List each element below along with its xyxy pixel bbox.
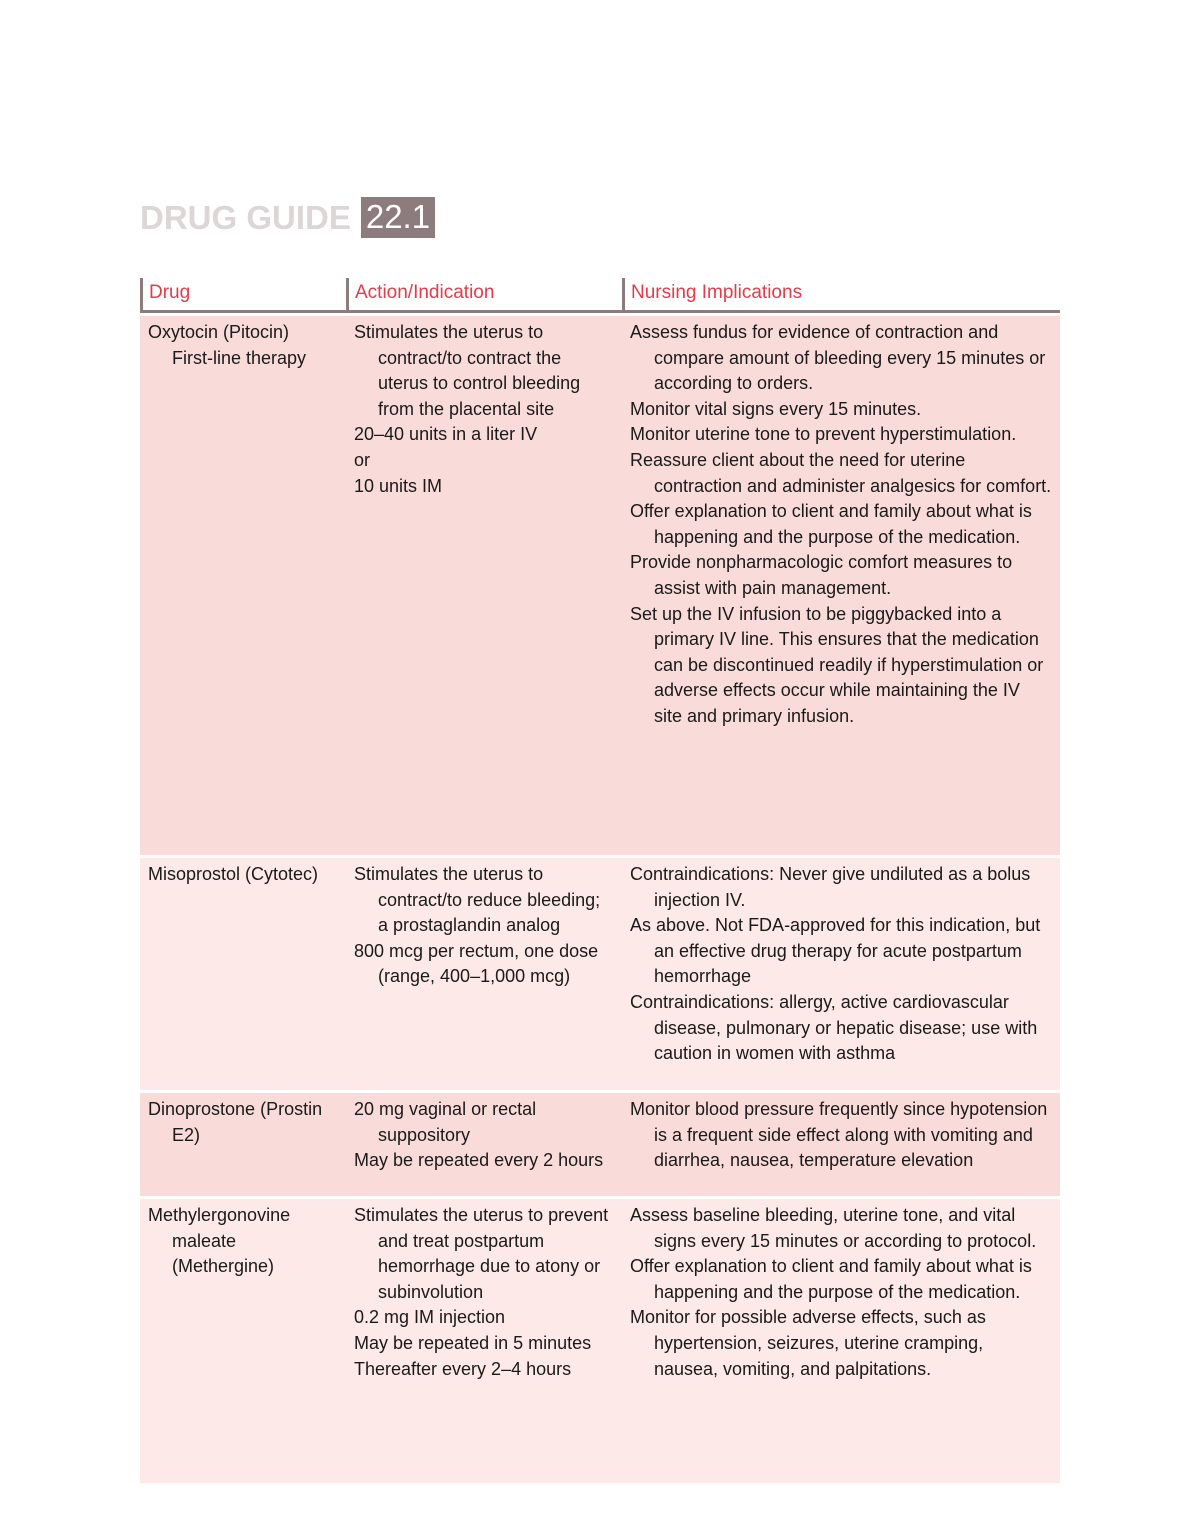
nursing-item: Monitor for possible adverse effects, such as hypertension, seizures, uterine cramping, nausea, vomiting, and palpitations. [630, 1307, 986, 1379]
nursing-item: Monitor vital signs every 15 minutes. [630, 398, 922, 419]
header-nursing: Nursing Implications [622, 278, 1060, 310]
nursing-cell [622, 1199, 1060, 1483]
action-item: Stimulates the uterus to contract/to reduce bleeding; a prostaglandin analog [354, 864, 601, 936]
nursing-item: Assess baseline bleeding, uterine tone, and vital signs every 15 minutes or according to protocol. [630, 1205, 1037, 1251]
action-item: Stimulates the uterus to prevent and treat postpartum hemorrhage due to atony or subinvolution [354, 1205, 609, 1302]
nursing-item: Provide nonpharmacologic comfort measures to assist with pain management. [630, 552, 1013, 598]
action-item: 800 mcg per rectum, one dose (range, 400–1,000 mcg) [354, 940, 599, 987]
action-item: May be repeated every 2 hours [354, 1150, 604, 1171]
table-header [140, 278, 1060, 313]
drug-name: Dinoprostone (Prostin E2) [148, 1099, 323, 1145]
nursing-cell [622, 1093, 1060, 1196]
action-cell [346, 1093, 622, 1196]
nursing-item: Contraindications: allergy, active cardiovascular disease, pulmonary or hepatic disease; use with caution in women with asthma [630, 991, 1038, 1064]
nursing-item: As above. Not FDA-approved for this indication, but an effective drug therapy for acute postpartum hemorrhage [630, 915, 1041, 987]
drug-cell [140, 1199, 346, 1483]
action-item: 20 mg vaginal or rectal suppository [354, 1099, 537, 1145]
nursing-item: Reassure client about the need for uterine contraction and administer analgesics for comfort. [630, 449, 1052, 496]
nursing-item: Monitor uterine tone to prevent hyperstimulation. [630, 424, 1017, 445]
table-row [140, 1093, 1060, 1196]
action-cell [346, 316, 622, 855]
header-action: Action/Indication [346, 278, 622, 310]
action-item: 20–40 units in a liter IV [354, 424, 538, 445]
drug-name: Misoprostol (Cytotec) [148, 864, 319, 884]
drug-guide-title [140, 197, 435, 238]
header-drug: Drug [140, 278, 346, 310]
nursing-item: Assess fundus for evidence of contraction and compare amount of bleeding every 15 minutes or according to orders. [630, 322, 1046, 394]
table-row [140, 858, 1060, 1090]
drug-cell [140, 1093, 346, 1196]
title-number-badge: 22.1 [361, 197, 435, 238]
drug-table [140, 278, 1060, 1483]
nursing-cell [622, 316, 1060, 855]
action-item: Thereafter every 2–4 hours [354, 1358, 572, 1379]
table-row [140, 1199, 1060, 1483]
nursing-cell [622, 858, 1060, 1090]
title-label: DRUG GUIDE [140, 198, 351, 236]
drug-note: First-line therapy [172, 347, 307, 368]
nursing-item: Offer explanation to client and family about what is happening and the purpose of the medication. [630, 501, 1032, 547]
nursing-item: Offer explanation to client and family about what is happening and the purpose of the medication. [630, 1256, 1032, 1302]
action-item: Stimulates the uterus to contract/to contract the uterus to control bleeding from the placental site [354, 322, 581, 419]
drug-cell [140, 316, 346, 855]
action-item: 0.2 mg IM injection [354, 1307, 506, 1328]
action-cell [346, 858, 622, 1090]
nursing-item: Set up the IV infusion to be piggybacked into a primary IV line. This ensures that the medication can be discontinued readily if hyperstimulation or adverse effects occur while maintaining the IV site and primary infusion. [630, 603, 1044, 726]
table-row [140, 316, 1060, 855]
action-item: 10 units IM [354, 475, 443, 496]
action-item: or [354, 449, 371, 470]
action-cell [346, 1199, 622, 1483]
drug-name: Methylergonovine maleate (Methergine) [148, 1205, 291, 1277]
nursing-item: Contraindications: Never give undiluted as a bolus injection IV. [630, 864, 1031, 910]
nursing-item: Monitor blood pressure frequently since hypotension is a frequent side effect along with vomiting and diarrhea, nausea, temperature elevation [630, 1099, 1048, 1171]
action-item: May be repeated in 5 minutes [354, 1332, 592, 1353]
drug-name: Oxytocin (Pitocin) [148, 322, 290, 342]
drug-cell [140, 858, 346, 1090]
